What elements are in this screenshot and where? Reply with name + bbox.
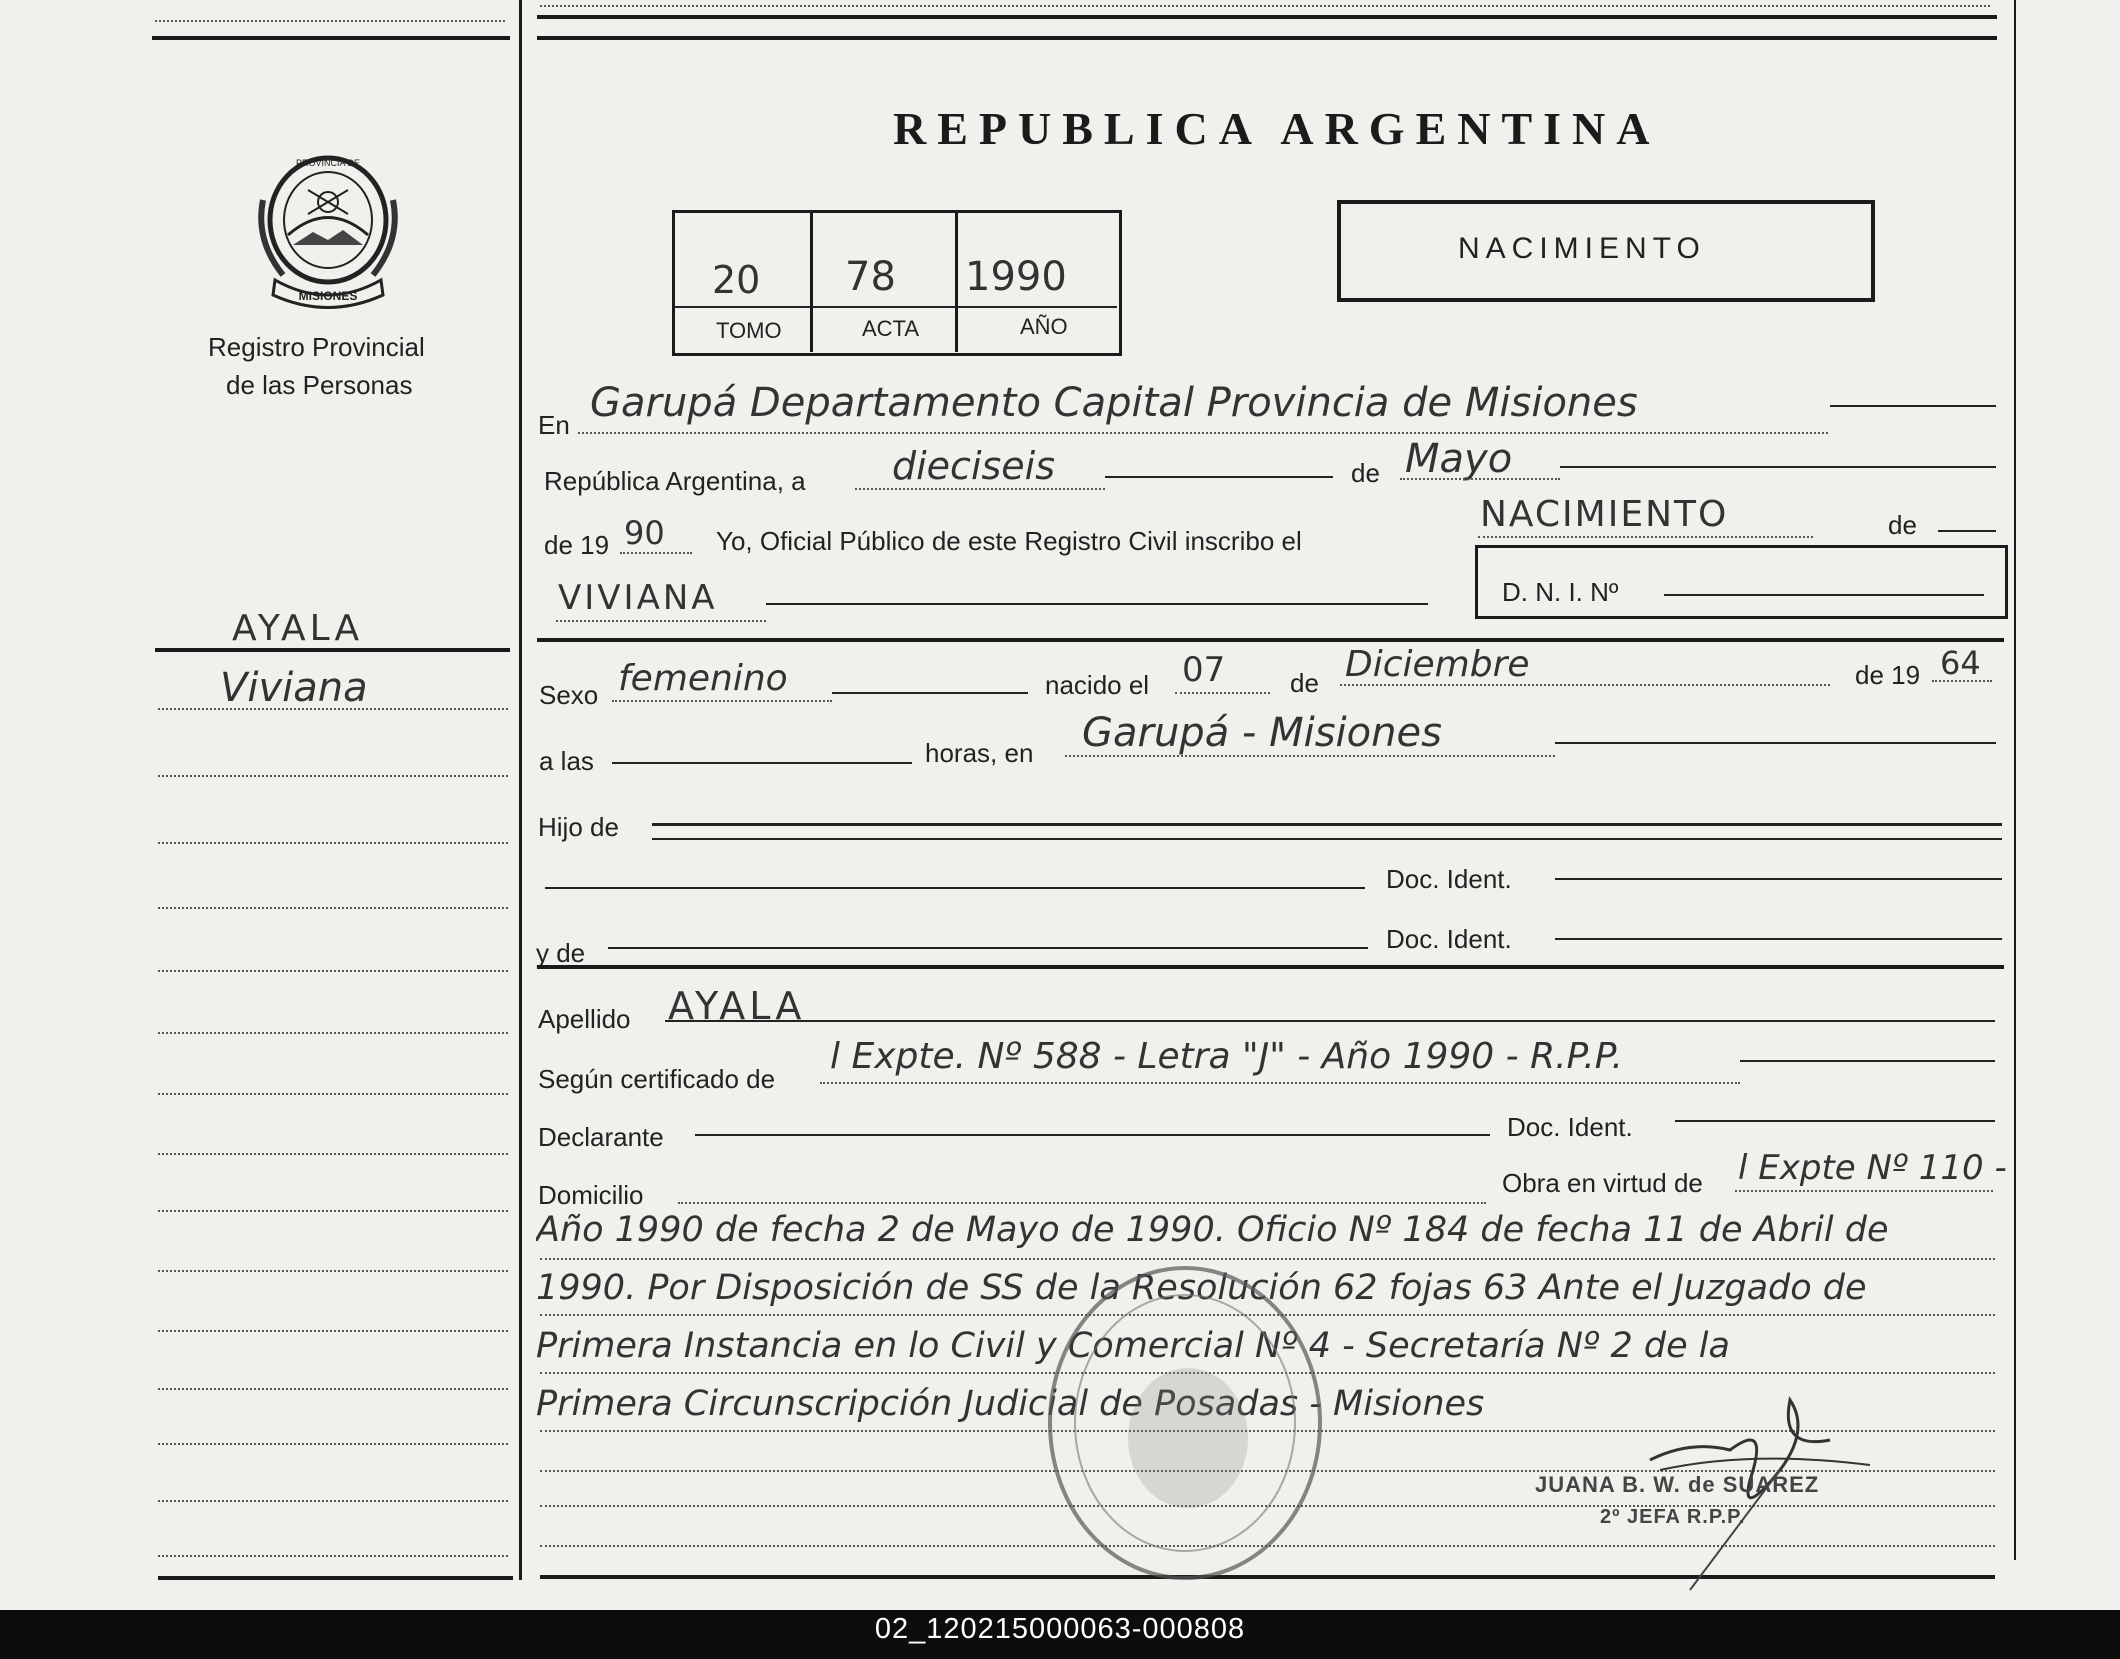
- declarante-line: [695, 1134, 1490, 1136]
- hijo-label: Hijo de: [538, 812, 619, 842]
- horas-label: horas, en: [925, 738, 1034, 768]
- margin-line: [158, 970, 508, 972]
- obra-label: Obra en virtud de: [1502, 1168, 1703, 1198]
- margin-line: [158, 842, 508, 844]
- acta-value: 78: [845, 254, 896, 300]
- parent2-line: [608, 947, 1368, 949]
- doc-ident-line-3: [1675, 1120, 1995, 1122]
- apellido-line: [665, 1020, 1995, 1022]
- act-line-end: [1938, 530, 1996, 532]
- hijo-line-2: [652, 838, 2002, 840]
- record-box-divider: [955, 212, 958, 352]
- name-value: VIVIANA: [558, 578, 718, 618]
- name-line-end: [766, 603, 1428, 605]
- top-right-rule-2: [537, 36, 1997, 40]
- de-label-2: de: [1888, 510, 1917, 540]
- anio-value: 1990: [965, 254, 1067, 300]
- narrative-line-4: Primera Circunscripción Judicial de Posadas - Misiones: [536, 1384, 1485, 1424]
- birth-place-value: Garupá - Misiones: [1082, 710, 1442, 756]
- birth-day-value: 07: [1182, 650, 1226, 690]
- apellido-value: AYALA: [668, 984, 806, 1028]
- segun-line-end: [1740, 1060, 1995, 1062]
- day-line-end: [1105, 476, 1333, 478]
- month-line: [1400, 478, 1560, 480]
- time-line: [612, 762, 912, 764]
- dni-label: D. N. I. Nº: [1502, 577, 1619, 607]
- top-right-rule: [537, 15, 1997, 19]
- year-line: [620, 552, 692, 554]
- doc-ident-line-2: [1555, 938, 2002, 940]
- nacido-label: nacido el: [1045, 670, 1150, 700]
- birth-year-line: [1932, 680, 1992, 682]
- margin-line: [158, 1330, 508, 1332]
- sexo-value: femenino: [618, 658, 788, 699]
- anio-label: AÑO: [1020, 314, 1068, 339]
- parent1-line: [545, 887, 1365, 889]
- birth-place-line-end: [1555, 742, 1996, 744]
- domicilio-line: [678, 1202, 1486, 1204]
- doc-ident-label-1: Doc. Ident.: [1386, 864, 1512, 894]
- top-dotted-line-right: [540, 5, 1990, 7]
- margin-line: [158, 1555, 508, 1557]
- inscribe-label: Yo, Oficial Público de este Registro Civil inscribo el: [716, 526, 1302, 556]
- year-value: 90: [624, 514, 665, 552]
- month-value: Mayo: [1405, 436, 1513, 482]
- right-edge-line: [2014, 0, 2016, 1560]
- day-line: [855, 488, 1105, 490]
- margin-line: [158, 1153, 508, 1155]
- place-value: Garupá Departamento Capital Provincia de Misiones: [590, 380, 1638, 426]
- margin-bottom-rule: [158, 1576, 513, 1580]
- obra-line: [1735, 1190, 1993, 1192]
- segun-value: l Expte. Nº 588 - Letra "J" - Año 1990 - R.P.P.: [830, 1036, 1623, 1077]
- birth-month-value: Diciembre: [1345, 644, 1530, 685]
- seal-bottom-text: MISIONES: [298, 289, 358, 303]
- margin-given-name: Viviana: [220, 665, 368, 711]
- sexo-line-end: [832, 692, 1028, 694]
- en-label: En: [538, 410, 570, 440]
- margin-line: [158, 1032, 508, 1034]
- place-line-end: [1830, 405, 1996, 407]
- margin-line: [158, 907, 508, 909]
- segun-label: Según certificado de: [538, 1064, 776, 1094]
- narrative-line-1: Año 1990 de fecha 2 de Mayo de 1990. Oficio Nº 184 de fecha 11 de Abril de: [536, 1210, 1889, 1250]
- hijo-line: [652, 823, 2002, 826]
- section-rule: [537, 638, 2004, 642]
- record-box-rule: [675, 306, 1117, 308]
- birth-year-value: 64: [1940, 644, 1981, 682]
- doc-ident-label-2: Doc. Ident.: [1386, 924, 1512, 954]
- top-dotted-line: [155, 20, 505, 22]
- acta-label: ACTA: [862, 316, 920, 341]
- margin-line: [158, 1210, 508, 1212]
- column-divider: [519, 0, 522, 1580]
- record-box-divider: [810, 212, 813, 352]
- obra-value: l Expte Nº 110 -: [1738, 1148, 2007, 1188]
- act-line: [1478, 536, 1813, 538]
- segun-line: [820, 1082, 1740, 1084]
- official-stamp-icon: [1040, 1258, 1330, 1588]
- de19-label: de 19: [1855, 660, 1921, 690]
- doc-ident-label-3: Doc. Ident.: [1507, 1112, 1633, 1142]
- doc-ident-line-1: [1555, 878, 2002, 880]
- alas-label: a las: [539, 746, 594, 776]
- margin-line: [158, 708, 508, 710]
- act-type-label: NACIMIENTO: [1458, 232, 1706, 265]
- margin-line: [158, 1093, 508, 1095]
- stamp-title: 2º JEFA R.P.P.: [1600, 1506, 1746, 1528]
- dni-line: [1664, 594, 1984, 596]
- republica-label: República Argentina, a: [544, 466, 806, 496]
- sexo-line: [612, 700, 832, 702]
- margin-surname: AYALA: [232, 608, 364, 649]
- birth-month-line: [1340, 684, 1830, 686]
- tomo-value: 20: [712, 258, 761, 302]
- margin-line: [158, 1270, 508, 1272]
- margin-line: [158, 1388, 508, 1390]
- province-seal-icon: [253, 140, 403, 310]
- birth-place-line: [1065, 755, 1555, 757]
- country-title: REPUBLICA ARGENTINA: [893, 103, 1661, 154]
- name-line: [556, 620, 766, 622]
- top-left-rule: [152, 36, 510, 40]
- stamp-name: JUANA B. W. de SUAREZ: [1535, 1472, 1820, 1497]
- month-line-end: [1560, 466, 1996, 468]
- margin-line: [158, 1500, 508, 1502]
- section-rule-2: [537, 965, 2004, 969]
- place-line: [578, 432, 1828, 434]
- declarante-label: Declarante: [538, 1122, 664, 1152]
- margin-name-rule: [155, 648, 510, 652]
- seal-top-text: PROVINCIA DE: [295, 158, 361, 168]
- domicilio-label: Domicilio: [538, 1180, 644, 1210]
- registry-name-line1: Registro Provincial: [208, 332, 425, 362]
- margin-line: [158, 1443, 508, 1445]
- de-label-3: de: [1290, 668, 1319, 698]
- sexo-label: Sexo: [539, 680, 599, 710]
- narrative-line-3: Primera Instancia en lo Civil y Comercial Nº 4 - Secretaría Nº 2 de la: [536, 1326, 1730, 1366]
- apellido-label: Apellido: [538, 1004, 631, 1034]
- tomo-label: TOMO: [716, 318, 782, 343]
- margin-line: [158, 775, 508, 777]
- de-label: de: [1351, 458, 1380, 488]
- file-id-caption: 02_120215000063-000808: [874, 1613, 1246, 1645]
- narrative-line-2: 1990. Por Disposición de SS de la Resolución 62 fojas 63 Ante el Juzgado de: [536, 1268, 1867, 1308]
- yde-label: y de: [536, 938, 586, 968]
- year-prefix-label: de 19: [544, 530, 610, 560]
- act-value: NACIMIENTO: [1480, 494, 1729, 535]
- birth-day-line: [1175, 692, 1270, 694]
- registry-name-line2: de las Personas: [226, 370, 413, 400]
- day-value: dieciseis: [892, 444, 1056, 488]
